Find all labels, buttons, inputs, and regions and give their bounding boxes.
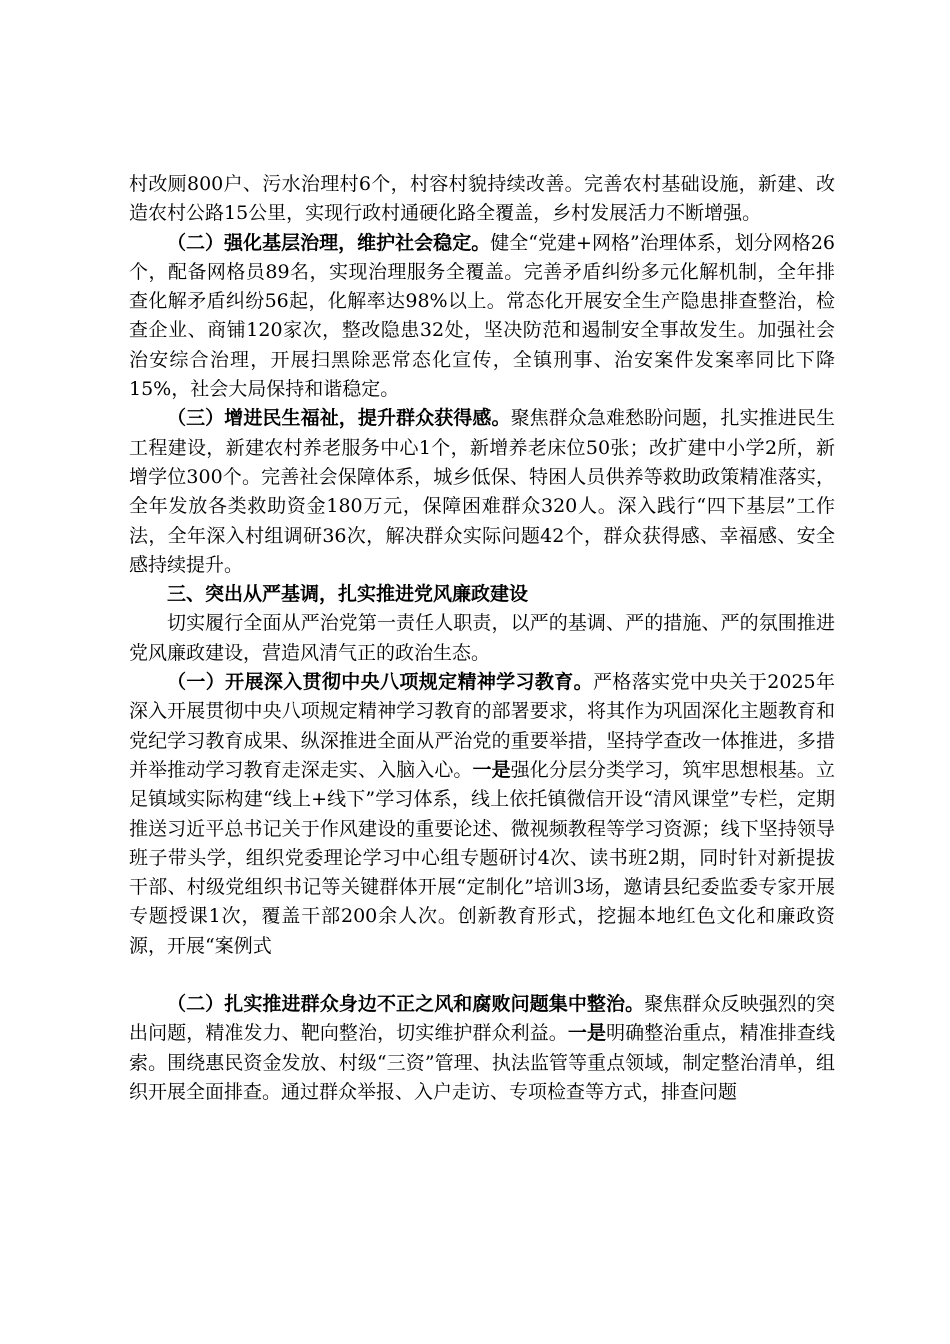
section-body-livelihood: 聚焦群众急难愁盼问题，扎实推进民生工程建设，新建农村养老服务中心1个，新增养老床位50张；改扩建中小学2所，新增学位300个。完善社会保障体系，城乡低保、特困人员供养等救助政策精准落实，全年发放各类救助资金180万元，保障困难群众320人。深入践行“四下基层”工作法，全年深入村组调研36次，解决群众实际问题42个，群众获得感、幸福感、安全感持续提升。 xyxy=(129,407,835,576)
section-heading-eight-rules: （一）开展深入贯彻中央八项规定精神学习教育。 xyxy=(167,671,593,694)
section-body-eight-rules-1: 严格落实党中央关于2025年深入开展贯彻中央八项规定精神学习教育的部署要求，将其作为巩固深化主题教育和党纪学习教育成果、纵深推进全面从严治党的重要举措，坚持学查改一体推进，多措并举推动学习教育走深走实、入脑入心。 xyxy=(129,671,835,781)
paragraph-livelihood xyxy=(129,404,835,580)
section-heading-livelihood: （三）增进民生福祉，提升群众获得感。 xyxy=(167,407,511,430)
paragraph-grassroots-governance xyxy=(129,229,835,405)
paragraph-rural-infrastructure: 村改厕800户、污水治理村6个，村容村貌持续改善。完善农村基础设施，新建、改造农村公路15公里，实现行政村通硬化路全覆盖，乡村发展活力不断增强。 xyxy=(129,173,835,225)
item-marker-first: 一是 xyxy=(472,758,511,781)
section-body-eight-rules-2: 强化分层分类学习，筑牢思想根基。立足镇域实际构建“线上+线下”学习体系，线上依托镇微信开设“清风课堂”专栏，定期推送习近平总书记关于作风建设的重要论述、微视频教程等学习资源；线下坚持领导班子带头学，组织党委理论学习中心组专题研讨4次、读书班2期，同时针对新提拔干部、村级党组织书记等关键群体开展“定制化”培训3场，邀请县纪委监委专家开展专题授课1次，覆盖干部200余人次。创新教育形式，挖掘本地红色文化和廉政资源，开展“案例式 xyxy=(129,758,835,957)
blank-line xyxy=(129,961,835,990)
section-body-corruption-2: 明确整治重点，精准排查线索。围绕惠民资金发放、村级“三资”管理、执法监管等重点领域，制定整治清单，组织开展全面排查。通过群众举报、入户走访、专项检查等方式，排查问题 xyxy=(129,1022,835,1103)
section-body-corruption-1: 聚焦群众反映强烈的突出问题，精准发力、靶向整治，切实维护群众利益。 xyxy=(129,993,835,1045)
paragraph-corruption-rectification xyxy=(129,990,835,1107)
section-heading-grassroots-governance: （二）强化基层治理，维护社会稳定。 xyxy=(167,231,491,254)
paragraph-party-conduct-intro: 切实履行全面从严治党第一责任人职责，以严的基调、严的措施、严的氛围推进党风廉政建设，营造风清气正的政治生态。 xyxy=(129,612,835,664)
paragraph-eight-rules-education xyxy=(129,668,835,961)
chapter-heading-party-conduct: 三、突出从严基调，扎实推进党风廉政建设 xyxy=(167,583,529,606)
item-marker-first-2: 一是 xyxy=(567,1022,607,1045)
section-heading-corruption-rectification: （二）扎实推进群众身边不正之风和腐败问题集中整治。 xyxy=(167,993,645,1016)
section-body-grassroots-governance: 健全“党建+网格”治理体系，划分网格26个，配备网格员89名，实现治理服务全覆盖。完善矛盾纠纷多元化解机制，全年排查化解矛盾纠纷56起，化解率达98%以上。常态化开展安全生产隐患排查整治，检查企业、商铺120家次，整改隐患32处，坚决防范和遏制安全事故发生。加强社会治安综合治理，开展扫黑除恶常态化宣传，全镇刑事、治安案件发案率同比下降15%，社会大局保持和谐稳定。 xyxy=(129,231,835,401)
document-page xyxy=(129,170,835,1107)
